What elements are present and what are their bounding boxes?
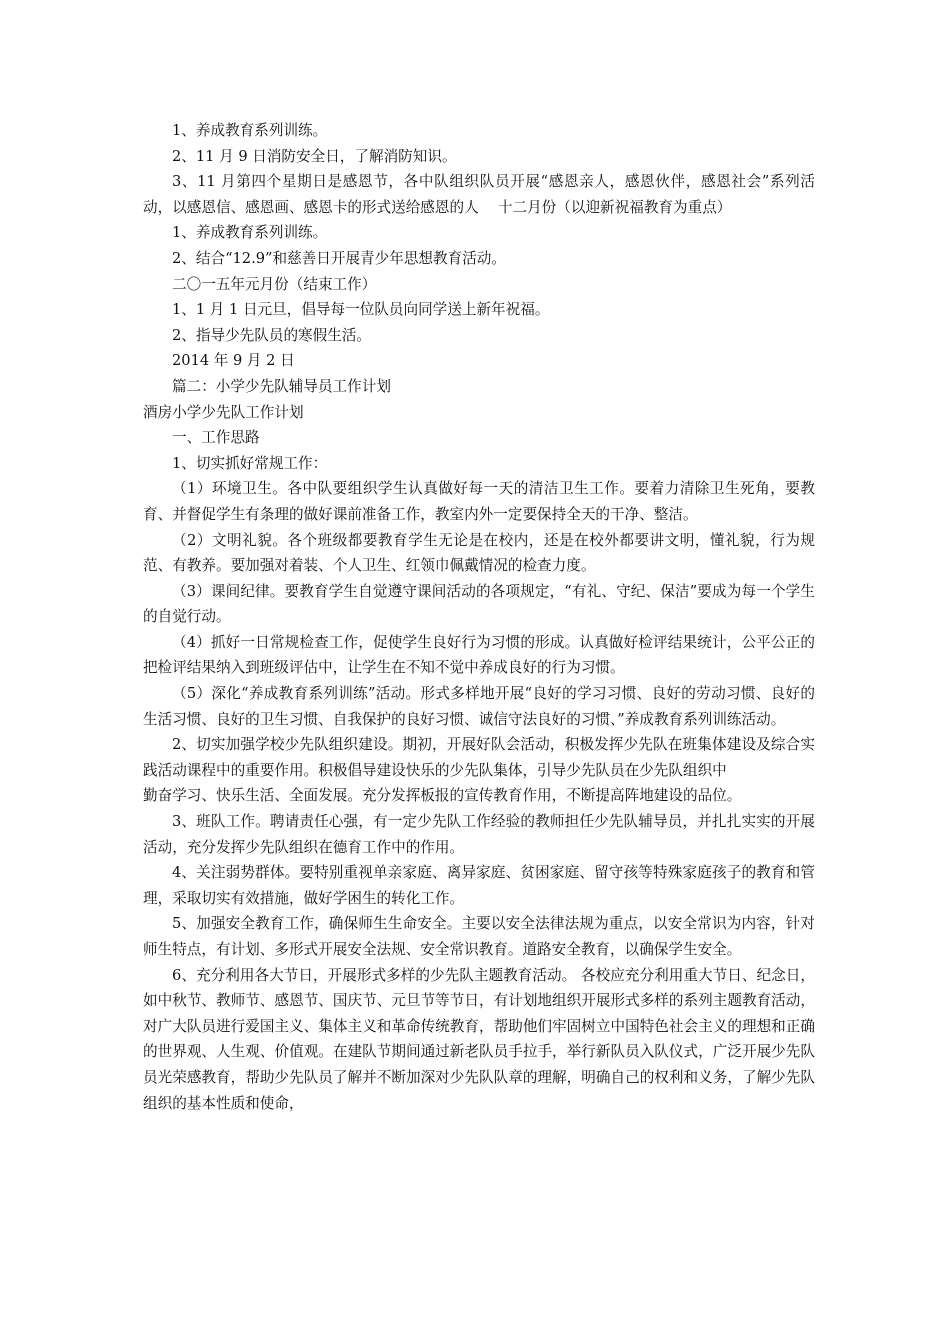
paragraph: 3、班队工作。聘请责任心强，有一定少先队工作经验的教师担任少先队辅导员，并扎扎实实的开展活动，充分发挥少先队组织在德育工作中的作用。 xyxy=(143,813,815,856)
section-heading: 一、工作思路 xyxy=(172,429,260,447)
paragraph: （5）深化“养成教育系列训练”活动。形式多样地开展“良好的学习习惯、良好的劳动习惯、良好的生活习惯、良好的卫生习惯、自我保护的良好习惯、诚信守法良好的习惯、”养成教育系列训练活动。 xyxy=(143,685,815,728)
paragraph: 勤奋学习、快乐生活、全面发展。充分发挥板报的宣传教育作用，不断提高阵地建设的品位。 xyxy=(143,787,742,805)
paragraph: （2）文明礼貌。各个班级都要教育学生无论是在校内，还是在校外都要讲文明，懂礼貌，行为规范、有教养。要加强对着装、个人卫生、红领巾佩戴情况的检查力度。 xyxy=(143,531,815,575)
paragraph: 3、11 月第四个星期日是感恩节，各中队组织队员开展“感恩亲人，感恩伙伴，感恩社会”系列活动，以感恩信、感恩画、感恩卡的形式送给感恩的人 十二月份（以迎新祝福教育为重点） xyxy=(143,173,815,216)
paragraph: （4）抓好一日常规检查工作，促使学生良好行为习惯的形成。认真做好检评结果统计，公平公正的把检评结果纳入到班级评估中，让学生在不知不觉中养成良好的行为习惯。 xyxy=(143,633,815,677)
paragraph: 2、结合“12.9”和慈善日开展青少年思想教育活动。 xyxy=(172,249,506,267)
date-line: 2014 年 9 月 2 日 xyxy=(172,352,295,370)
paragraph: 1、切实抓好常规工作： xyxy=(172,454,328,472)
document-body xyxy=(143,118,815,1116)
paragraph: 2、11 月 9 日消防安全日，了解消防知识。 xyxy=(172,147,457,165)
paragraph: 5、加强安全教育工作，确保师生生命安全。主要以安全法律法规为重点，以安全常识为内容，针对师生特点，有计划、多形式开展安全法规、安全常识教育。道路安全教育，以确保学生安全。 xyxy=(143,915,815,958)
chapter-heading: 篇二：小学少先队辅导员工作计划 xyxy=(172,377,391,395)
paragraph: 2、切实加强学校少先队组织建设。期初，开展好队会活动，积极发挥少先队在班集体建设及综合实践活动课程中的重要作用。积极倡导建设快乐的少先队集体，引导少先队员在少先队组织中 xyxy=(143,736,815,779)
paragraph: （1）环境卫生。各中队要组织学生认真做好每一天的清洁卫生工作。要着力清除卫生死角，要教育、并督促学生有条理的做好课前准备工作，教室内外一定要保持全天的干净、整洁。 xyxy=(143,480,815,523)
section-heading: 二〇一五年元月份（结束工作） xyxy=(172,275,377,293)
paragraph: 1、养成教育系列训练。 xyxy=(172,122,328,139)
document-title: 酒房小学少先队工作计划 xyxy=(143,403,304,421)
paragraph: 1、养成教育系列训练。 xyxy=(172,224,328,242)
paragraph: 4、关注弱势群体。要特别重视单亲家庭、离异家庭、贫困家庭、留守孩等特殊家庭孩子的教育和管理，采取切实有效措施，做好学困生的转化工作。 xyxy=(143,864,815,907)
paragraph: 2、指导少先队员的寒假生活。 xyxy=(172,326,372,344)
paragraph: 1、1 月 1 日元旦，倡导每一位队员向同学送上新年祝福。 xyxy=(172,301,550,319)
paragraph: 6、充分利用各大节日，开展形式多样的少先队主题教育活动。 各校应充分利用重大节日、纪念日，如中秋节、教师节、感恩节、国庆节、元旦节等节日，有计划地组织开展形式多样的系列主题教育活动，对广大队员进行爱国主义、集体主义和革命传统教育，帮助他们牢固树立中国特色社会主义的理想和正确的世界观、人生观、价值观。在建队节期间通过新老队员手拉手，举行新队员入队仪式，广泛开展少先队员光荣感教育，帮助少先队员了解并不断加深对少先队队章的理解，明确自己的权利和义务，了解少先队组织的基本性质和使命， xyxy=(143,966,815,1112)
paragraph: （3）课间纪律。要教育学生自觉遵守课间活动的各项规定，“有礼、守纪、保洁”要成为每一个学生的自觉行动。 xyxy=(143,582,815,626)
